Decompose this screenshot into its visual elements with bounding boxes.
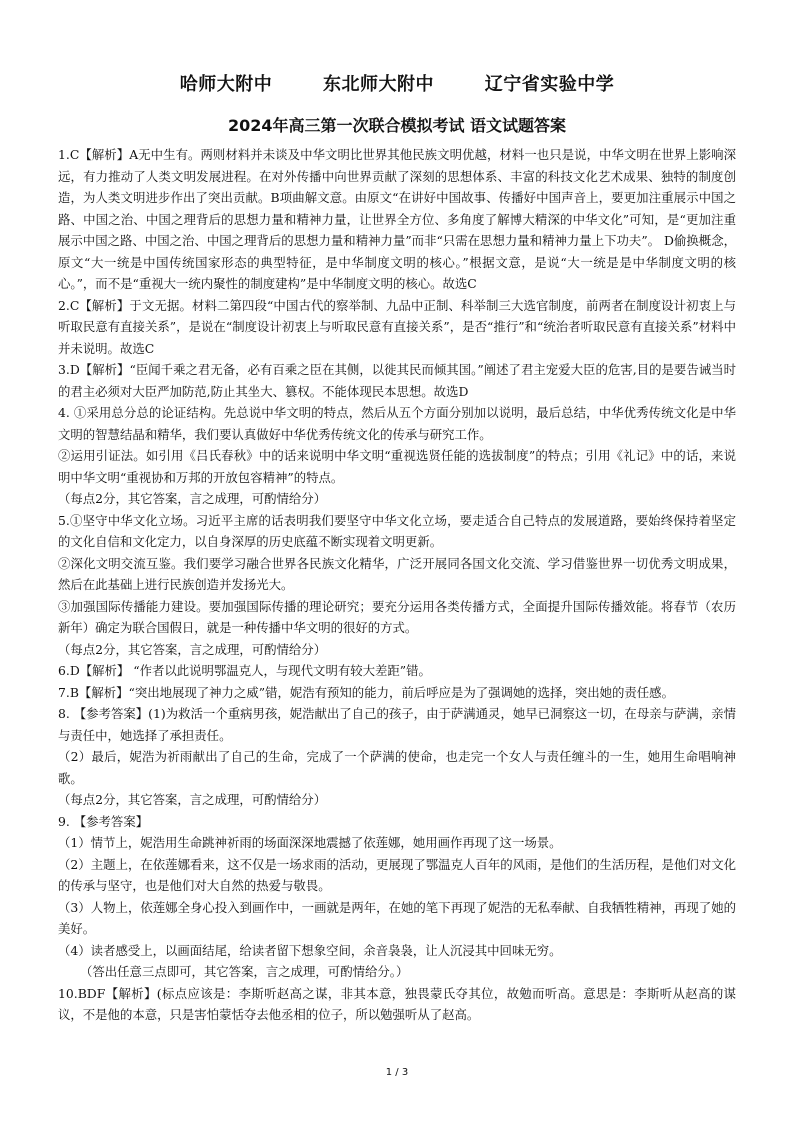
school-names [0, 70, 794, 96]
answer-paragraph: 7.B【解析】“突出地展现了神力之威”错，妮浩有预知的能力，前后呼应是为了强调她的选择，突出她的责任感。 [58, 684, 674, 700]
answer-paragraph: ②运用引证法。如引用《吕氏春秋》中的话来说明中华文明“重视选贤任能的选拔制度”的特点；引用《礼记》中的话，来说明中华文明“重视协和万邦的开放包容精神”的特点。 [58, 448, 736, 485]
school-name: 东北师大附中 [323, 74, 434, 95]
answer-paragraph: 4. ①采用总分总的论证结构。先总说中华文明的特点，然后从五个方面分别加以说明，最后总结，中华优秀传统文化是中华文明的智慧结晶和精华，我们要认真做好中华优秀传统文化的传承与研究工作。 [58, 405, 736, 442]
answer-paragraph: （1）情节上，妮浩用生命跳神祈雨的场面深深地震撼了依莲娜，她用画作再现了这一场景。 [58, 835, 562, 850]
answer-paragraph: 5.①坚守中华文化立场。习近平主席的话表明我们要坚守中华文化立场，要走适合自己特点的发展道路，要始终保持着坚定的文化自信和文化定力，以自身深厚的历史底蕴不断实现着文明更新。 [58, 512, 736, 549]
document-title: 2024年高三第一次联合模拟考试 语文试题答案 [227, 116, 567, 135]
scoring-note: （每点2分，其它答案，言之成理，可酌情给分） [58, 792, 327, 807]
answer-paragraph: 3.D【解析】“臣闻千乘之君无备，必有百乘之臣在其侧，以徙其民而倾其国。”阐述了君主宠爱大臣的危害,目的是要告诫当时的君主必须对大臣严加防范,防止其坐大、篡权。不能体现民本思想。故选D [58, 362, 736, 399]
scoring-note: （每点2分，其它答案，言之成理，可酌情给分） [58, 641, 327, 657]
answer-paragraph: 6.D【解析】 “作者以此说明鄂温克人，与现代文明有较大差距”错。 [58, 663, 431, 678]
answer-paragraph: ③加强国际传播能力建设。要加强国际传播的理论研究；要充分运用各类传播方式，全面提升国际传播效能。将春节（农历新年）确定为联合国假日，就是一种传播中华文明的很好的方式。 [58, 598, 736, 635]
answer-paragraph: ②深化文明交流互鉴。我们要学习融合世界各民族文化精华，广泛开展同各国文化交流、学习借鉴世界一切优秀文明成果，然后在此基础上进行民族创造并发扬光大。 [58, 555, 736, 592]
answer-paragraph: （3）人物上，依莲娜全身心投入到画作中，一画就是两年，在她的笔下再现了妮浩的无私奉献、自我牺牲精神，再现了她的美好。 [58, 899, 736, 936]
answer-paragraph: 8. 【参考答案】(1)为救活一个重病男孩，妮浩献出了自己的孩子，由于萨满通灵，她早已洞察这一切，在母亲与萨满，亲情与责任中，她选择了承担责任。 [58, 706, 736, 743]
school-name: 哈师大附中 [179, 74, 273, 95]
answer-paragraph: （4）读者感受上，以画面结尾，给读者留下想象空间，余音袅袅，让人沉浸其中回味无穷。 [58, 942, 562, 958]
school-name: 辽宁省实验中学 [484, 74, 615, 95]
answer-paragraph: （2）主题上，在依莲娜看来，这不仅是一场求雨的活动，更展现了鄂温克人百年的风雨，是他们的生活历程，是他们对文化的传承与坚守，也是他们对大自然的热爱与敬畏。 [58, 856, 736, 893]
answer-paragraph: 1.C【解析】A无中生有。两则材料并未谈及中华文明比世界其他民族文明优越，材料一也只是说，中华文明在世界上影响深远，有力推动了人类文明发展进程。在对外传播中向世界贡献了深刻的思想体系、丰富的科技文化艺术成果、独特的制度创造，为人类文明进步作出了突出贡献。B项曲解文意。由原文“在讲好中国故事、传播好中国声音上，要更加注重展示中国之路、中国之治、中国之理背后的思想力量和精神力量，让世界全方位、多角度了解博大精深的中华文化”可知，是“更加注重展示中国之路、中国之治、中国之理背后的思想力量和精神力量”而非“只需在思想力量和精神力量上下功夫”。 D偷换概念，原文“大一统是中国传统国家形态的典型特征，是中华制度文明的核心。”根据文意，是说“大一统是是中华制度文明的核心。”，而不是“重视大一统内聚性的制度建构”是中华制度文明的核心。故选C [58, 147, 736, 291]
answer-paragraph: （2）最后，妮浩为祈雨献出了自己的生命，完成了一个萨满的使命，也走完一个女人与责任缠斗的一生，她用生命唱响神歌。 [58, 749, 736, 786]
scoring-note: （每点2分，其它答案，言之成理，可酌情给分） [58, 491, 327, 506]
page-number: 1 / 3 [385, 1067, 409, 1078]
answer-paragraph: 10.BDF【解析】(标点应该是：李斯听赵高之谋，非其本意，独畏蒙氏夺其位，故勉而听高。意思是：李斯听从赵高的谋议，不是他的本意，只是害怕蒙恬夺去他丞相的位子，所以勉强听从了赵高。 [58, 985, 736, 1022]
answer-paragraph: 9. 【参考答案】 [58, 813, 149, 829]
answer-body [58, 144, 736, 1026]
answer-paragraph: 2.C【解析】于文无据。材料二第四段“中国古代的察举制、九品中正制、科举制三大选官制度，前两者在制度设计初衷上与听取民意有直接关系”，是说在“制度设计初衷上与听取民意有直接关系”，是否“推行”和“统治者听取民意有直接关系”材料中并未说明。故选C [58, 297, 736, 356]
scoring-note: （答出任意三点即可，其它答案，言之成理，可酌情给分。） [80, 964, 409, 979]
